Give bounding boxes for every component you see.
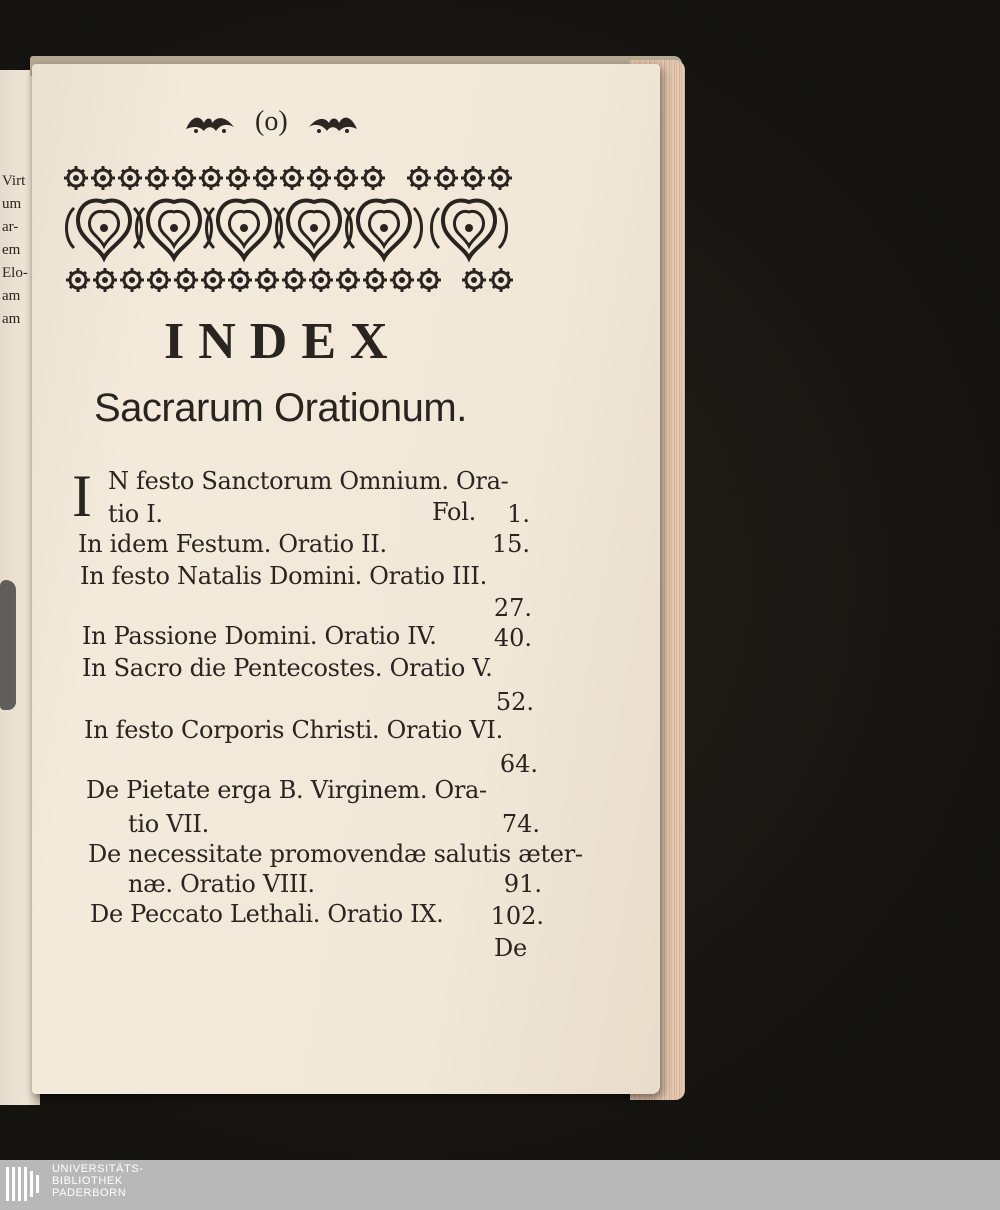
index-entry-page: 15. [491, 530, 530, 558]
left-page-fragment: am [2, 311, 21, 327]
index-entry-line: In festo Natalis Domini. Oratio III. [80, 562, 487, 590]
left-page-fragment: um [2, 196, 22, 212]
index-entry-page: 64. [499, 750, 538, 778]
index-entry-page: 91. [503, 870, 542, 898]
left-page-fragment: am [2, 288, 21, 304]
left-page-fragment: Elo- [2, 265, 28, 281]
ornamental-headpiece [64, 162, 519, 292]
library-logo-icon [4, 1163, 44, 1205]
index-entry-line: In festo Corporis Christi. Oratio VI. [84, 716, 503, 744]
index-entry-line: In idem Festum. Oratio II. [78, 530, 387, 558]
page-number: (o) [255, 106, 288, 137]
index-entry-line: In Sacro die Pentecostes. Oratio V. [82, 654, 493, 682]
index-entry-line: De Peccato Lethali. Oratio IX. [90, 900, 444, 928]
index-entry-page: 40. [493, 624, 532, 652]
library-name-line: UNIVERSITÄTS- [52, 1163, 144, 1175]
index-entry-line: De Pietate erga B. Virginem. Ora- [86, 776, 487, 804]
book-page [32, 64, 660, 1094]
index-entry-page: 52. [495, 688, 534, 716]
fleuron-left-icon [182, 113, 238, 135]
index-entry-line: tio VII. [128, 810, 209, 838]
index-entry-line: In Passione Domini. Oratio IV. [82, 622, 437, 650]
library-name-line: PADERBORN [52, 1187, 127, 1199]
index-entry-line: De necessitate promovendæ salutis æter- [88, 840, 583, 868]
drop-cap: I [72, 463, 92, 529]
left-page-ornament [0, 580, 16, 710]
index-entry-page: 1. [507, 500, 530, 528]
left-page-fragment: ar- [2, 219, 19, 235]
catchword: De [494, 934, 527, 962]
index-entry-page: 74. [501, 810, 540, 838]
folio-label: Fol. [432, 498, 476, 526]
index-subtitle: Sacrarum Orationum. [94, 386, 467, 430]
index-entry-line: tio I. [108, 500, 163, 528]
index-entry-line: N festo Sanctorum Omnium. Ora- [108, 467, 509, 495]
fleuron-right-icon [305, 113, 361, 135]
library-name-line: BIBLIOTHEK [52, 1175, 123, 1187]
index-entry-page: 27. [493, 594, 532, 622]
library-footer [0, 1160, 1000, 1210]
index-entry-line: næ. Oratio VIII. [128, 870, 315, 898]
index-title: INDEX [164, 313, 402, 370]
index-entry-page: 102. [490, 902, 544, 930]
page-header [182, 106, 361, 138]
left-page-fragment: em [2, 242, 21, 258]
left-page-fragment: Virt [2, 173, 26, 189]
